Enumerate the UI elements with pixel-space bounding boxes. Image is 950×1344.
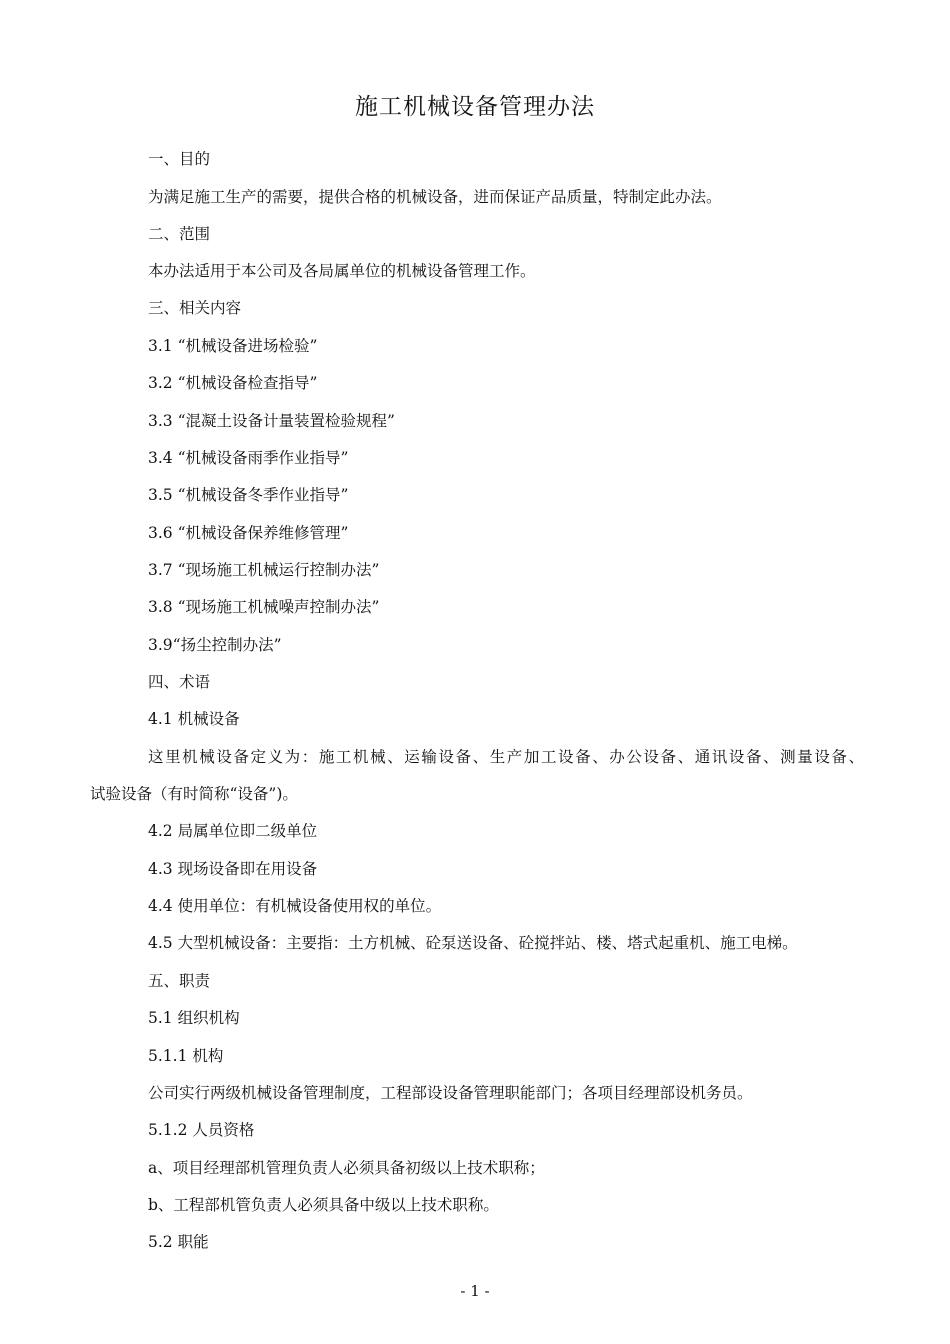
definition-line: 4.4 使用单位：有机械设备使用权的单位。 [148, 897, 442, 915]
paragraph-line: 试验设备（有时简称“设备”)。 [90, 785, 298, 803]
subheading: 4.1 机械设备 [148, 710, 240, 728]
paragraph-line: 公司实行两级机械设备管理制度，工程部设设备管理职能部门；各项目经理部设机务员。 [148, 1084, 753, 1102]
section-heading-terms: 四、术语 [148, 673, 211, 691]
list-item: 3.9“扬尘控制办法” [148, 636, 282, 654]
page-number: - 1 - [460, 1282, 490, 1300]
subheading: 5.2 职能 [148, 1233, 209, 1251]
list-item: 3.8 “现场施工机械噪声控制办法” [148, 598, 380, 616]
paragraph-purpose: 为满足施工生产的需要，提供合格的机械设备，进而保证产品质量，特制定此办法。 [148, 188, 722, 206]
list-item: 3.3 “混凝土设备计量装置检验规程” [148, 412, 395, 430]
list-item: 3.6 “机械设备保养维修管理” [148, 524, 349, 542]
section-heading-related: 三、相关内容 [148, 299, 242, 317]
section-heading-purpose: 一、目的 [148, 150, 211, 168]
definition-line: 4.2 局属单位即二级单位 [148, 822, 318, 840]
subheading: 5.1.2 人员资格 [148, 1121, 255, 1139]
paragraph-line: 这里机械设备定义为：施工机械、运输设备、生产加工设备、办公设备、通讯设备、测量设备、 [148, 748, 864, 766]
list-item: b、工程部机管负责人必须具备中级以上技术职称。 [148, 1196, 499, 1214]
definition-line: 4.5 大型机械设备：主要指：土方机械、砼泵送设备、砼搅拌站、楼、塔式起重机、施工电梯。 [148, 934, 798, 952]
paragraph-scope: 本办法适用于本公司及各局属单位的机械设备管理工作。 [148, 262, 536, 280]
list-item: 3.7 “现场施工机械运行控制办法” [148, 561, 380, 579]
list-item: 3.2 “机械设备检查指导” [148, 374, 318, 392]
list-item: 3.4 “机械设备雨季作业指导” [148, 449, 349, 467]
subheading: 5.1.1 机构 [148, 1047, 224, 1065]
list-item: 3.1 “机械设备进场检验” [148, 337, 318, 355]
list-item: 3.5 “机械设备冬季作业指导” [148, 486, 349, 504]
list-item: a、项目经理部机管理负责人必须具备初级以上技术职称； [148, 1159, 545, 1177]
section-heading-scope: 二、范围 [148, 225, 211, 243]
section-heading-duties: 五、职责 [148, 972, 211, 990]
definition-line: 4.3 现场设备即在用设备 [148, 860, 318, 878]
subheading: 5.1 组织机构 [148, 1009, 240, 1027]
document-title: 施工机械设备管理办法 [355, 94, 595, 120]
